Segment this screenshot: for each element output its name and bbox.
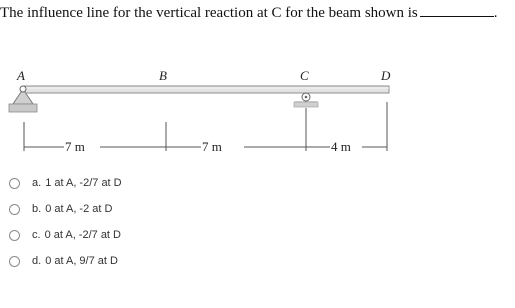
- option-b[interactable]: [9, 196, 122, 222]
- option-text-d: 0 at A, 9/7 at D: [45, 255, 118, 267]
- span-label-bc: 7 m: [202, 139, 222, 154]
- answer-options: [9, 170, 122, 274]
- option-a[interactable]: [9, 170, 122, 196]
- question-trailing-punct: .: [493, 5, 498, 21]
- option-letter-d: d.: [32, 255, 42, 267]
- option-c[interactable]: [9, 222, 122, 248]
- question-prompt: The influence line for the vertical reaction at C for the beam shown is: [0, 5, 418, 21]
- point-label-b: B: [159, 68, 167, 83]
- point-label-d: D: [381, 68, 391, 83]
- radio-c[interactable]: [9, 230, 20, 241]
- point-label-c: C: [300, 68, 309, 83]
- option-text-b: 0 at A, -2 at D: [45, 203, 113, 215]
- option-letter-c: c.: [32, 229, 41, 241]
- option-d[interactable]: [9, 248, 122, 274]
- beam: [23, 86, 389, 93]
- roller-support-c: [294, 93, 318, 107]
- option-text-c: 0 at A, -2/7 at D: [44, 229, 121, 241]
- radio-d[interactable]: [9, 256, 20, 267]
- option-letter-a: a.: [32, 177, 42, 189]
- point-label-a: A: [17, 68, 25, 83]
- option-letter-b: b.: [32, 203, 42, 215]
- span-label-ab: 7 m: [65, 139, 85, 154]
- option-text-a: 1 at A, -2/7 at D: [45, 177, 122, 189]
- span-label-cd: 4 m: [331, 139, 351, 154]
- radio-b[interactable]: [9, 204, 20, 215]
- radio-a[interactable]: [9, 178, 20, 189]
